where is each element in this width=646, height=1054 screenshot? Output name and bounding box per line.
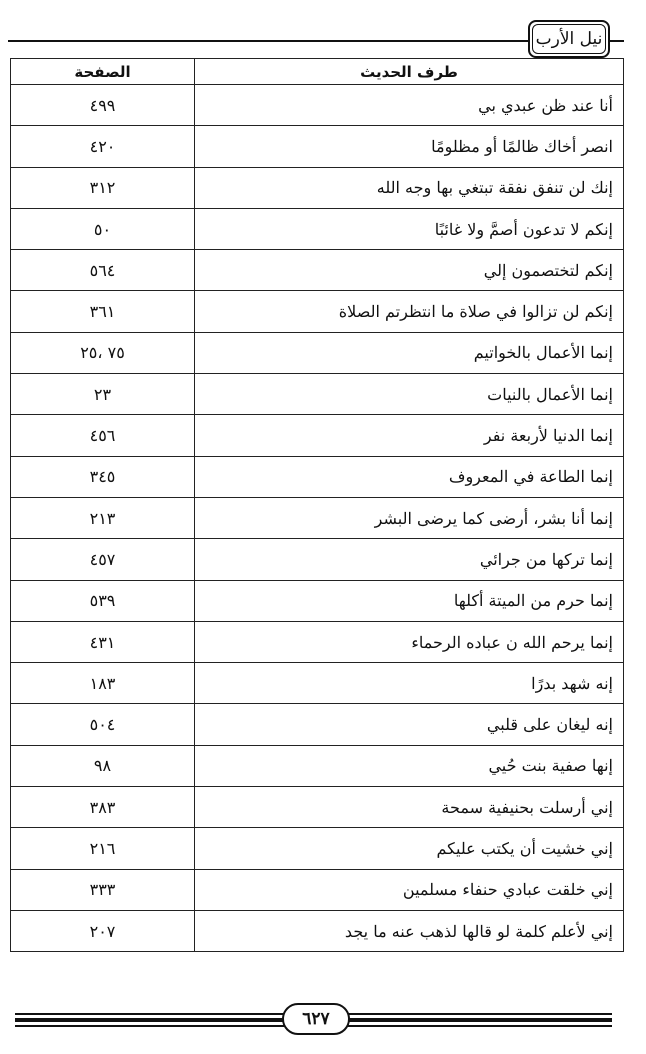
table-row	[11, 332, 624, 373]
hadith-text-cell: إنما الدنيا لأربعة نفر	[195, 415, 624, 456]
page-number-cell: ٤٥٧	[11, 539, 195, 580]
table-row	[11, 621, 624, 662]
hadith-text-cell: إني لأعلم كلمة لو قالها لذهب عنه ما يجد	[195, 910, 624, 951]
hadith-text-cell: إنما تركها من جرائي	[195, 539, 624, 580]
table-row	[11, 208, 624, 249]
page-number: ٦٢٧	[302, 1009, 330, 1029]
page-number-cell: ٣٦١	[11, 291, 195, 332]
table-row	[11, 126, 624, 167]
page-number-cell: ٢١٣	[11, 497, 195, 538]
running-header-box	[528, 20, 610, 58]
header-rule-left	[8, 40, 528, 42]
page-number-cell: ٤٩٩	[11, 85, 195, 126]
hadith-text-cell: إنه شهد بدرًا	[195, 663, 624, 704]
column-header-hadith: طرف الحديث	[195, 59, 624, 85]
hadith-text-cell: إني أرسلت بحنيفية سمحة	[195, 787, 624, 828]
table-row	[11, 910, 624, 951]
hadith-text-cell: إنك لن تنفق نفقة تبتغي بها وجه الله	[195, 167, 624, 208]
page-number-cell: ٢٠٧	[11, 910, 195, 951]
hadith-text-cell: إنه ليغان على قلبي	[195, 704, 624, 745]
table-row	[11, 869, 624, 910]
hadith-text-cell: إنما حرم من الميتة أكلها	[195, 580, 624, 621]
hadith-text-cell: إنما الأعمال بالخواتيم	[195, 332, 624, 373]
table-row	[11, 497, 624, 538]
table-row	[11, 291, 624, 332]
table-body	[11, 85, 624, 952]
hadith-text-cell: إني خشيت أن يكتب عليكم	[195, 828, 624, 869]
header-rule-right	[610, 40, 624, 42]
page-number-cell: ٥٠	[11, 208, 195, 249]
hadith-text-cell: إنكم لتختصمون إلي	[195, 250, 624, 291]
page-number-cell: ٩٨	[11, 745, 195, 786]
table-row	[11, 745, 624, 786]
table-header-row	[11, 59, 624, 85]
page-number-cell: ٣٨٣	[11, 787, 195, 828]
page-number-cell: ٤٣١	[11, 621, 195, 662]
table-row	[11, 787, 624, 828]
hadith-text-cell: إنما الطاعة في المعروف	[195, 456, 624, 497]
page-number-cell: ٢١٦	[11, 828, 195, 869]
page-number-cell: ٥٠٤	[11, 704, 195, 745]
page-number-cell: ٣٤٥	[11, 456, 195, 497]
hadith-text-cell: إنكم لن تزالوا في صلاة ما انتظرتم الصلاة	[195, 291, 624, 332]
page-number-cell: ٥٦٤	[11, 250, 195, 291]
page-number-cell: ٥٣٩	[11, 580, 195, 621]
table-row	[11, 250, 624, 291]
hadith-text-cell: إنما الأعمال بالنيات	[195, 374, 624, 415]
page-number-cell: ٧٥ ،٢٥	[11, 332, 195, 373]
table-row	[11, 828, 624, 869]
page-number-cell: ٣٣٣	[11, 869, 195, 910]
table-row	[11, 539, 624, 580]
table-row	[11, 374, 624, 415]
table-row	[11, 415, 624, 456]
running-header-title: نيل الأرب	[535, 29, 603, 49]
column-header-page: الصفحة	[11, 59, 195, 85]
page-number-cell: ٣١٢	[11, 167, 195, 208]
page-number-cell: ١٨٣	[11, 663, 195, 704]
page-number-cell: ٢٣	[11, 374, 195, 415]
hadith-index-table	[10, 58, 624, 952]
hadith-text-cell: إنما يرحم الله ن عباده الرحماء	[195, 621, 624, 662]
table-row	[11, 456, 624, 497]
page-number-cell: ٤٢٠	[11, 126, 195, 167]
table-row	[11, 167, 624, 208]
table-row	[11, 663, 624, 704]
page-number-box	[282, 1003, 350, 1035]
hadith-text-cell: انصر أخاك ظالمًا أو مظلومًا	[195, 126, 624, 167]
hadith-text-cell: إنها صفية بنت حُيي	[195, 745, 624, 786]
hadith-text-cell: إنكم لا تدعون أصمَّ ولا غائبًا	[195, 208, 624, 249]
page-number-cell: ٤٥٦	[11, 415, 195, 456]
table-row	[11, 85, 624, 126]
hadith-text-cell: أنا عند ظن عبدي بي	[195, 85, 624, 126]
table-row	[11, 704, 624, 745]
hadith-text-cell: إنما أنا بشر، أرضى كما يرضى البشر	[195, 497, 624, 538]
hadith-text-cell: إني خلقت عبادي حنفاء مسلمين	[195, 869, 624, 910]
table-row	[11, 580, 624, 621]
